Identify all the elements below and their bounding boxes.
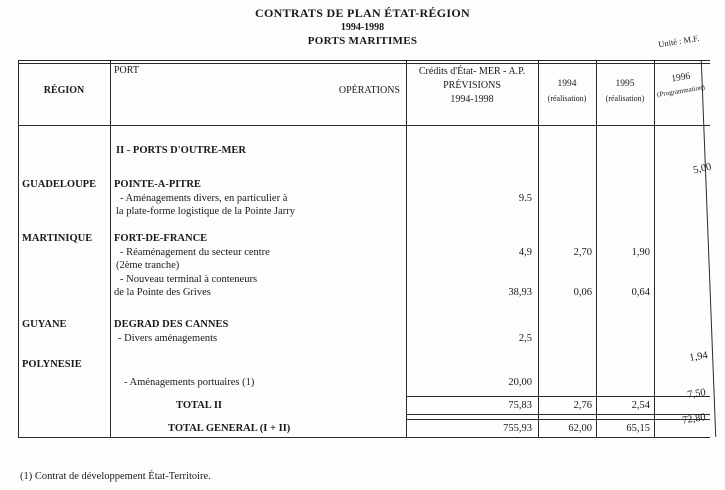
document-title: CONTRATS DE PLAN ÉTAT-RÉGION — [255, 6, 470, 20]
table-border-top — [18, 60, 710, 61]
header-port: PORT — [114, 65, 139, 76]
martinique-op1-credits: 4,9 — [518, 247, 532, 258]
document-title-block — [0, 6, 725, 50]
header-operations: OPÉRATIONS — [338, 85, 400, 96]
martinique-operation1: - Réaménagement du secteur centre — [120, 247, 270, 258]
martinique-op2-credits: 38,93 — [508, 287, 532, 298]
header-1996-sub: (Programmation) — [656, 83, 706, 99]
header-1996: 1996 — [670, 71, 692, 85]
total-general-label: TOTAL GENERAL (I + II) — [168, 423, 291, 434]
total-ii-credits: 75,83 — [508, 400, 532, 411]
total-ii-bottom-rule — [406, 414, 710, 415]
header-bottom-rule — [18, 125, 710, 126]
total-general-1995: 65,15 — [626, 423, 650, 434]
port-degrad-des-cannes: DEGRAD DES CANNES — [114, 319, 229, 330]
document-subtitle-ports: PORTS MARITIMES — [307, 35, 418, 47]
martinique-op1-1995: 1,90 — [631, 247, 650, 258]
total-ii-1996: 7,50 — [686, 387, 707, 401]
total-ii-1995: 2,54 — [631, 400, 650, 411]
header-1994: 1994 — [557, 79, 577, 89]
martinique-operation2: - Nouveau terminal à conteneurs — [120, 274, 258, 285]
section-title-outre-mer: II - PORTS D'OUTRE-MER — [116, 145, 247, 156]
header-1994-sub: (réalisation) — [547, 94, 587, 103]
col-rule-region-port — [110, 60, 111, 437]
polynesie-1996-value: 1,94 — [688, 350, 709, 364]
region-polynesie: POLYNESIE — [22, 359, 82, 370]
data-table — [18, 60, 713, 440]
polynesie-credits-value: 20,00 — [508, 377, 532, 388]
unit-label: Unité : M.F. — [657, 32, 700, 50]
region-guadeloupe: GUADELOUPE — [22, 179, 97, 190]
martinique-op2-1994: 0,06 — [573, 287, 592, 298]
guadeloupe-operation-line1: - Aménagements divers, en particulier à — [120, 193, 288, 204]
header-credits-line3: 1994-1998 — [450, 94, 494, 105]
port-pointe-a-pitre: POINTE-A-PITRE — [114, 179, 201, 190]
martinique-operation1-cont: (2ème tranche) — [116, 260, 180, 271]
table-border-bottom — [18, 437, 710, 438]
col-rule-1994-1995 — [596, 60, 597, 437]
header-region: RÉGION — [43, 85, 85, 96]
region-guyane: GUYANE — [22, 319, 67, 330]
martinique-op1-1994: 2,70 — [573, 247, 592, 258]
table-border-right — [701, 60, 716, 437]
guadeloupe-credits-value: 9.5 — [518, 193, 532, 204]
martinique-op2-1995: 0,64 — [631, 287, 650, 298]
martinique-operation2-cont: de la Pointe des Grives — [114, 287, 211, 298]
footnote: (1) Contrat de développement État-Territoire. — [20, 471, 211, 482]
total-ii-1994: 2,76 — [573, 400, 592, 411]
col-rule-1995-1996 — [654, 60, 655, 437]
guadeloupe-operation-line2: la plate-forme logistique de la Pointe Jarry — [116, 206, 296, 217]
port-fort-de-france: FORT-DE-FRANCE — [114, 233, 208, 244]
guyane-credits-value: 2,5 — [518, 333, 532, 344]
total-ii-label: TOTAL II — [176, 400, 223, 411]
header-credits-line2: PRÉVISIONS — [443, 80, 501, 91]
col-rule-port-credits — [406, 60, 407, 437]
header-credits-line1: Crédits d'État- MER - A.P. — [418, 66, 526, 77]
polynesie-operation: - Aménagements portuaires (1) — [124, 377, 255, 388]
guyane-operation: - Divers aménagements — [118, 333, 218, 344]
header-1995: 1995 — [615, 79, 635, 89]
header-1995-sub: (réalisation) — [605, 94, 645, 103]
total-general-1996: 72,80 — [681, 412, 707, 427]
col-rule-credits-1994 — [538, 60, 539, 437]
total-general-1994: 62,00 — [568, 423, 592, 434]
guadeloupe-1996-value: 5,00 — [692, 161, 713, 177]
total-general-credits: 755,93 — [503, 423, 532, 434]
table-border-left — [18, 60, 19, 437]
region-martinique: MARTINIQUE — [22, 233, 93, 244]
document-subtitle-years: 1994-1998 — [340, 22, 385, 33]
